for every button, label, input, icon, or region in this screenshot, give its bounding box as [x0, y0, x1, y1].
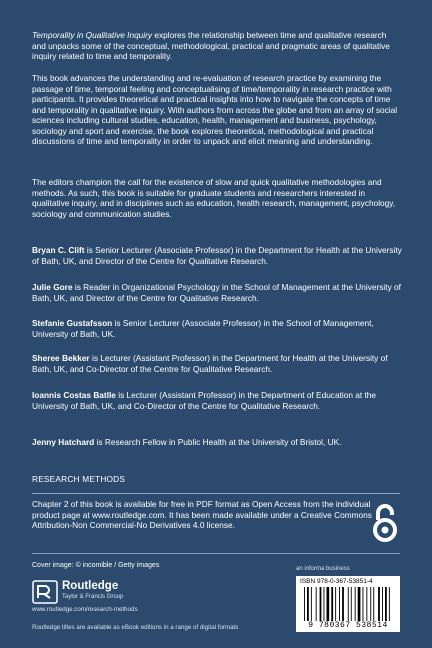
section-label: RESEARCH METHODS: [32, 474, 126, 484]
ebook-note: Routledge titles are available as eBook editions in a range of digital formats: [32, 624, 239, 631]
book-title: Temporality in Qualitative Inquiry: [32, 30, 153, 40]
bio-name: Sheree Bekker: [32, 353, 90, 363]
bio-bryan-clift: Bryan C. Clift is Senior Lecturer (Associate Professor) in the Department for Health at the University of Bath, UK, and Director of the Centre for Qualitative Research.: [32, 245, 402, 266]
publisher-subtitle: Taylor & Francis Group: [62, 594, 124, 600]
publisher-url: www.routledge.com/research-methods: [32, 606, 138, 613]
barcode-bars: [304, 587, 394, 621]
blurb-paragraph-3: The editors champion the call for the existence of slow and quick qualitative methodologies and methods. As such, this book is suitable for graduate students and researchers interested in qualitative inquiry, and in disciplines such as education, health research, management, psychology, sociology and communication studies.: [32, 177, 396, 219]
blurb-paragraph-2: This book advances the understanding and re-evaluation of research practice by examining the passage of time, temporal feeling and conceptualising of time/temporality in research practice with participants. It provides theoretical and practical insights into how to navigate the concepts of time and temporality in qualitative inquiry. With authors from across the globe and from an array of social sciences including cultural studies, education, health, management and business, psychology, sociology and sport and exercise, the book explores theoretical, methodological and practical discussions of time and temporality in order to unpack and elicit meaning and understanding.: [32, 73, 398, 146]
routledge-logo-icon: [32, 580, 58, 604]
blurb-paragraph-1: Temporality in Qualitative Inquiry explores the relationship between time and qualitative research and unpacks some of the conceptual, methodological, practical and pragmatic areas of qualitative inquiry related to time and temporality.: [32, 30, 390, 61]
divider: [32, 493, 400, 494]
cover-credit: Cover image: © incomible / Getty images: [32, 562, 160, 569]
routledge-logo: [32, 580, 172, 612]
bio-name: Bryan C. Clift: [32, 245, 85, 255]
open-access-icon: [370, 503, 400, 543]
bio-ioannis-costas-batlle: Ioannis Costas Batlle is Lecturer (Assistant Professor) in the Department of Education at the University of Bath, UK, and Co-Director of the Centre for Qualitative Research.: [32, 390, 377, 411]
bio-name: Stefanie Gustafsson: [32, 318, 113, 328]
isbn-label: ISBN 978-0-367-53851-4: [300, 578, 373, 585]
bio-stefanie-gustafsson: Stefanie Gustafsson is Senior Lecturer (Associate Professor) in the School of Management, University of Bath, UK.: [32, 318, 374, 339]
bio-name: Ioannis Costas Batlle: [32, 390, 116, 400]
divider: [32, 553, 400, 554]
bio-name: Jenny Hatchard: [32, 437, 95, 447]
barcode-number: 9 780367 538514: [308, 621, 388, 630]
bio-julie-gore: Julie Gore is Reader in Organizational Psychology in the School of Management at the University of Bath, UK, and Director of the Centre for Qualitative Research.: [32, 282, 401, 303]
open-access-notice: Chapter 2 of this book is available for free in PDF format as Open Access from the individual product page at www.routledge.com. It has been made available under a Creative Commons Attribution-Non Commercial-No Derivatives 4.0 license.: [32, 499, 372, 530]
bio-name: Julie Gore: [32, 282, 73, 292]
bio-sheree-bekker: Sheree Bekker is Lecturer (Assistant Professor) in the Department for Health at the University of Bath, UK, and Co-Director of the Centre for Qualitative Research.: [32, 353, 388, 374]
informa-tag: an informa business: [296, 566, 350, 572]
barcode: [296, 576, 400, 632]
publisher-name: Routledge: [62, 580, 119, 592]
bio-jenny-hatchard: Jenny Hatchard is Research Fellow in Public Health at the University of Bristol, UK.: [32, 437, 342, 447]
